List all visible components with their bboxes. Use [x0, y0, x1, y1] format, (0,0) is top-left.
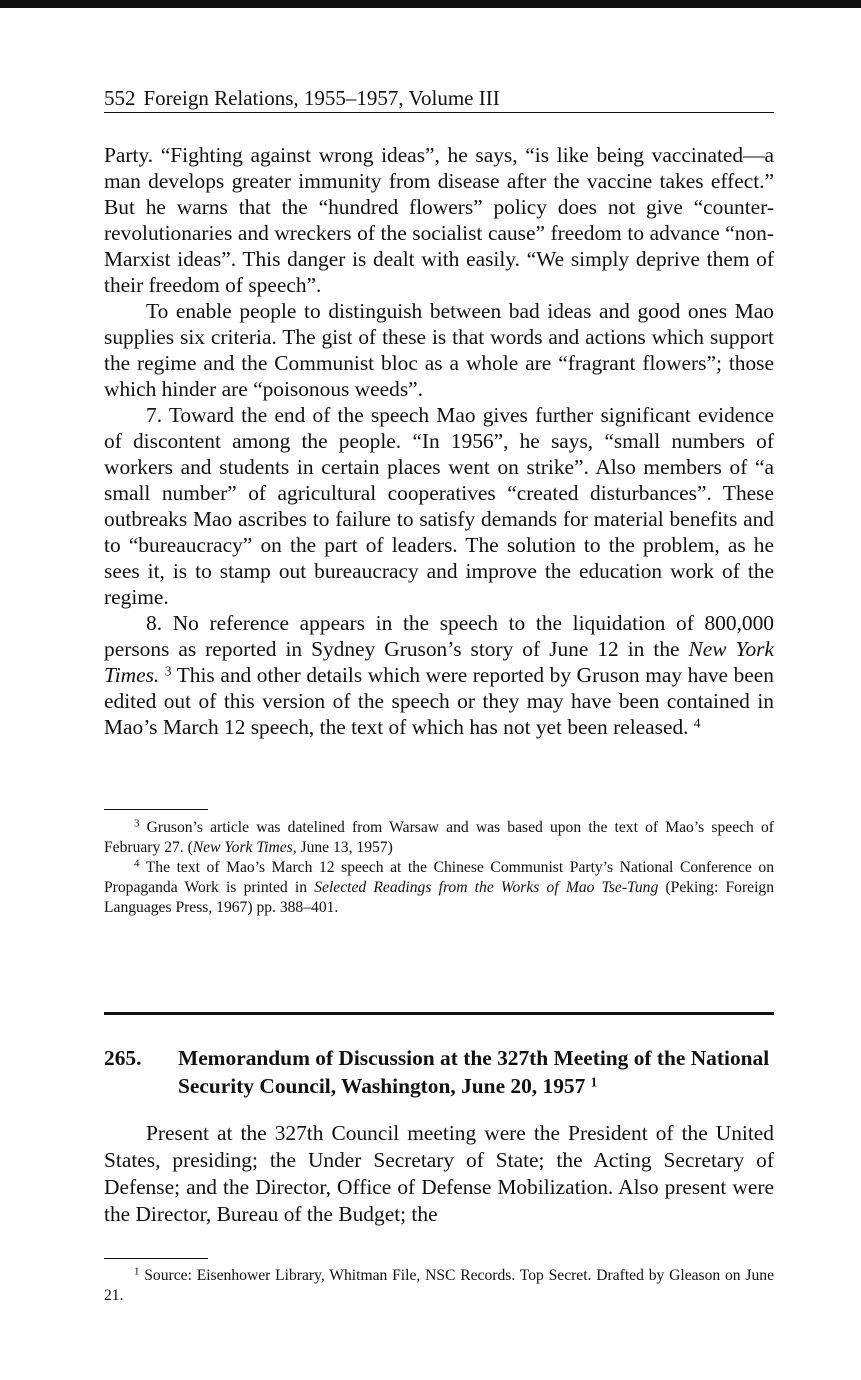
document-body: [104, 1120, 774, 1228]
paragraph-4-newspaper: New York Times.: [104, 637, 774, 687]
footnotes: [104, 818, 774, 918]
document-number: 265.: [104, 1046, 142, 1070]
footnote-3-marker: 3: [134, 817, 140, 830]
paragraph-2: To enable people to distinguish between bad ideas and good ones Mao supplies six criteria. The gist of these is that words and actions which support the regime and the Communist bloc as a whole are “fragrant flowers”; those which hinder are “poisonous weeds”.: [104, 299, 774, 401]
footnote-3-text-a: Gruson’s article was datelined from Warsaw and was based upon the text of Mao’s speech of February 27. (: [104, 819, 774, 856]
document-heading: [104, 1044, 774, 1100]
paragraph-4: [104, 610, 774, 740]
source-note-text: Source: Eisenhower Library, Whitman File, NSC Records. Top Secret. Drafted by Gleason on June 21.: [104, 1267, 774, 1304]
footnote-4-marker: 4: [134, 857, 140, 870]
footnote-3-text-b: June 13, 1957): [296, 839, 393, 856]
scan-top-border: [0, 0, 861, 8]
footnote-ref-3: 3: [164, 663, 172, 679]
source-note-marker: 1: [134, 1265, 140, 1278]
paragraph-3: 7. Toward the end of the speech Mao gives further significant evidence of discontent among the people. “In 1956”, he says, “small numbers of workers and students in certain places went on strike”. Also members of “a small number” of agricultural cooperatives “created disturbances”. These outbreaks Mao ascribes to failure to satisfy demands for material benefits and to “bureaucracy” on the part of leaders. The solution to the problem, as he sees it, is to stamp out bureaucracy and improve the education work of the regime.: [104, 403, 774, 609]
source-note-rule: [104, 1258, 208, 1259]
footnote-3: [104, 818, 774, 858]
header-rule: [104, 112, 774, 113]
document-title-block: [178, 1044, 774, 1100]
body-text: [104, 142, 774, 740]
footnote-4: [104, 858, 774, 918]
source-note-text-block: [104, 1266, 774, 1306]
footnote-3-newspaper: New York Times,: [192, 839, 297, 856]
paragraph-4-text-a: 8. No reference appears in the speech to the liquidation of 800,000 persons as reported in Sydney Gruson’s story of June 12 in the: [104, 611, 774, 661]
footnote-4-text-b: (Peking: Foreign Languages Press, 1967) pp. 388–401.: [104, 879, 775, 916]
source-note-ref: 1: [590, 1074, 598, 1090]
page-number: 552: [104, 86, 136, 110]
paragraph-4-text-b: This and other details which were reported by Gruson may have been edited out of this version of the speech or they may have been contained in Mao’s March 12 speech, the text of which has not yet been released.: [104, 663, 774, 739]
footnote-ref-4: 4: [693, 715, 701, 731]
paragraph-1: Party. “Fighting against wrong ideas”, he says, “is like being vaccinated—a man develops greater immunity from disease after the vaccine takes effect.” But he warns that the “hundred flowers” policy does not give “counter-revolutionaries and wreckers of the socialist cause” freedom to advance “non-Marxist ideas”. This danger is dealt with easily. “We simply deprive them of their freedom of speech”.: [104, 143, 774, 297]
footnote-4-book-title: Selected Readings from the Works of Mao Tse-Tung: [314, 879, 659, 896]
running-title: Foreign Relations, 1955–1957, Volume III: [143, 86, 500, 110]
source-note: [104, 1266, 774, 1306]
document-title: Memorandum of Discussion at the 327th Meeting of the National Security Council, Washington, June 20, 1957: [178, 1046, 770, 1098]
section-rule: [104, 1012, 774, 1015]
running-header: [104, 84, 774, 112]
footnote-4-text-a: The text of Mao’s March 12 speech at the Chinese Communist Party’s National Conference on Propaganda Work is printed in: [104, 859, 774, 896]
footnote-rule: [104, 809, 208, 810]
document-paragraph-1: Present at the 327th Council meeting were the President of the United States, presiding; the Under Secretary of State; the Acting Secretary of Defense; and the Director, Office of Defense Mobilization. Also present were the Director, Bureau of the Budget; the: [104, 1121, 774, 1226]
